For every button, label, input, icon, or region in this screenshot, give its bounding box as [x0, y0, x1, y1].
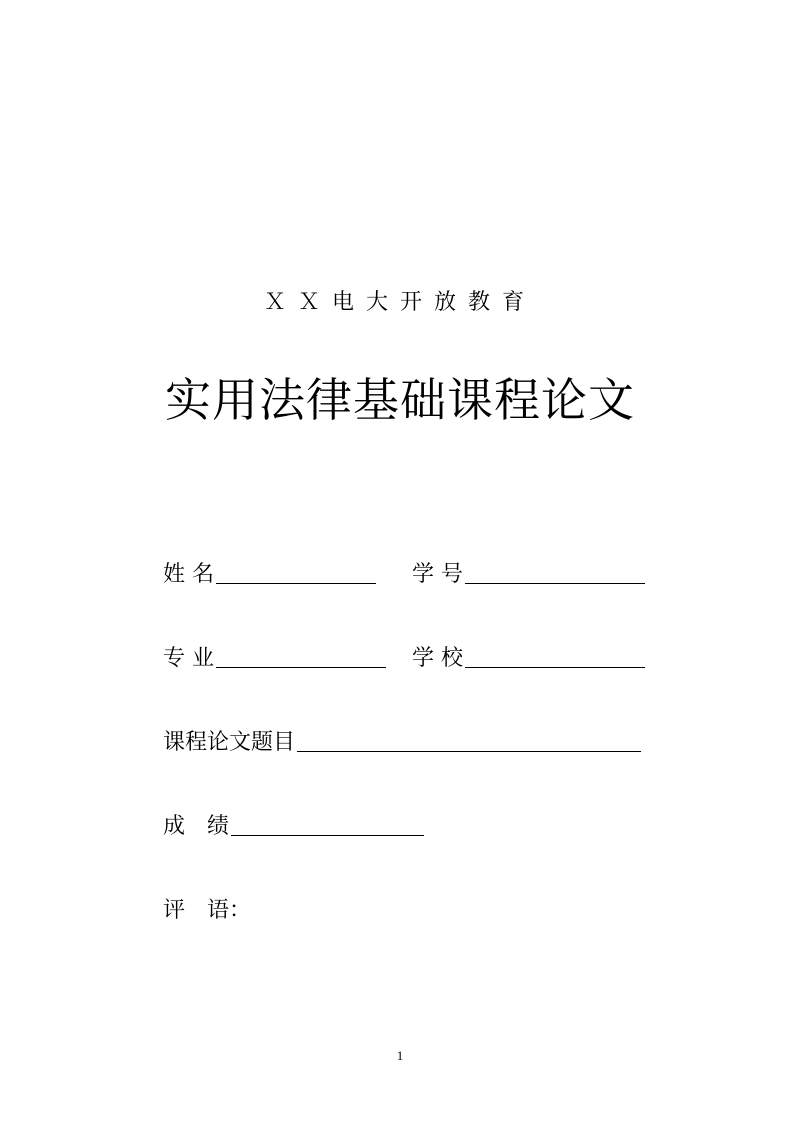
- institution-heading: ＸＸ电大开放教育: [263, 290, 536, 315]
- major-school-row: [0, 640, 800, 674]
- major-label: 专 业: [163, 646, 214, 671]
- page-number: 1: [396, 1048, 404, 1063]
- school-field: [412, 640, 645, 674]
- grade-label: 成 绩: [163, 814, 230, 839]
- topic-blank[interactable]: [297, 751, 641, 752]
- school-blank[interactable]: [465, 667, 645, 668]
- comment-field: [163, 892, 251, 926]
- school-label: 学 校: [412, 646, 463, 671]
- comment-label: 评 语：: [163, 898, 252, 923]
- topic-row: [0, 724, 800, 758]
- name-field: [163, 556, 376, 590]
- student-id-blank[interactable]: [465, 583, 645, 584]
- topic-field: [163, 724, 641, 758]
- major-field: [163, 640, 386, 674]
- course-title: 实用法律基础课程论文: [165, 373, 635, 427]
- grade-field: [163, 808, 424, 842]
- name-label: 姓 名: [163, 562, 214, 587]
- student-id-label: 学 号: [412, 562, 463, 587]
- name-blank[interactable]: [216, 583, 376, 584]
- comment-row: [0, 892, 800, 926]
- grade-blank[interactable]: [231, 835, 424, 836]
- major-blank[interactable]: [216, 667, 386, 668]
- topic-label: 课程论文题目: [163, 730, 296, 755]
- name-student-id-row: [0, 556, 800, 590]
- student-id-field: [412, 556, 645, 590]
- grade-row: [0, 808, 800, 842]
